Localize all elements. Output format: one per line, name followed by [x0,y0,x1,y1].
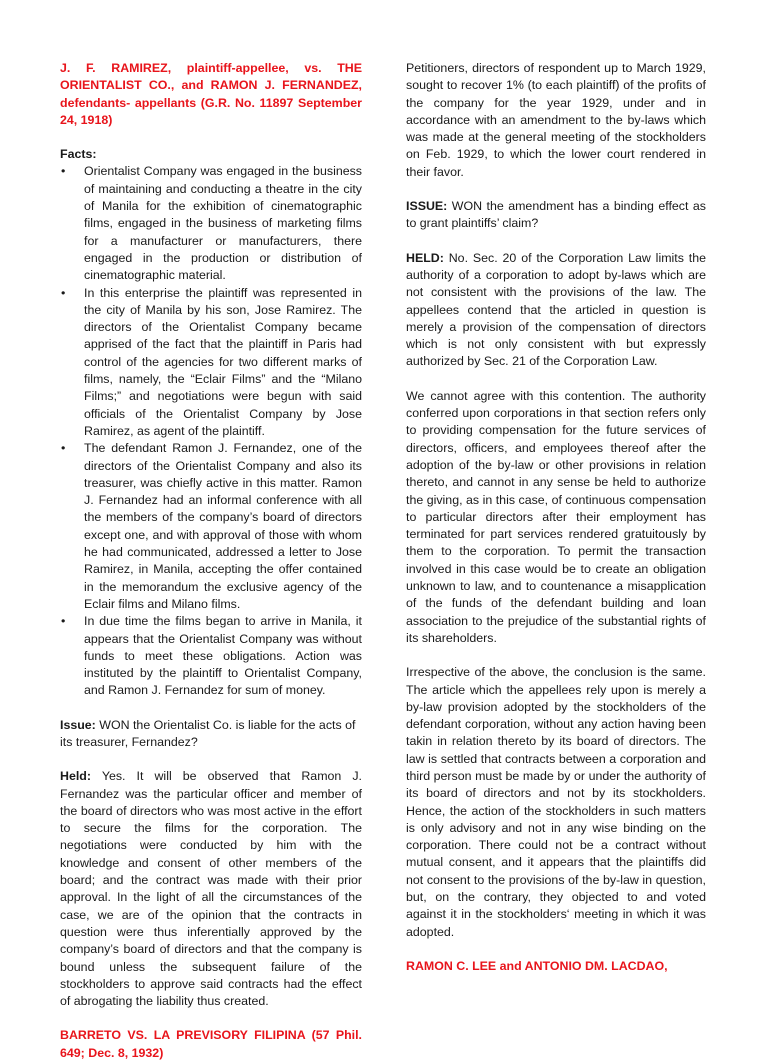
issue-paragraph [406,198,706,233]
barreto-intro: Petitioners, directors of respondent up to March 1929, sought to recover 1% (to each plaintiff) of the profits of the company for the year 1929, under and in accordance with an amendment to the by-laws which was made at the general meeting of the stockholders on Feb. 1929, to which the lower court rendered in their favor. [406,61,706,179]
issue-label: Issue: [60,717,96,732]
case-title-lee: RAMON C. LEE and ANTONIO DM. LACDAO, [406,958,668,973]
held-text: Yes. It will be observed that Ramon J. Fernandez was the particular officer and member of the board of directors who was most active in the effort to secure the films for the corporation. The negotiations were conducted by him with the knowledge and consent of other members of the board; and the contract was made with their prior approval. In the light of all the circumstances of the case, we are of the opinion that the contracts in question were thus inferentially approved by the company’s board of directors and that the company is bound unless the subsequent failure of the stockholders to approve said contracts had the effect of abrogating the liability thus created. [60,769,362,1009]
fact-item: • In due time the films began to arrive in Manila, it appears that the Orientalist Company was without funds to meet these obligations. Action was instituted by the plaintiff to Orientalist Company, and Ramon J. Fernandez for sum of money. [60,613,362,699]
issue-text: WON the Orientalist Co. is liable for the acts of its treasurer, Fernandez? [60,717,356,749]
left-column [60,60,362,1062]
right-column [406,60,706,975]
held-paragraph [60,768,362,1010]
case-title-ramirez: J. F. RAMIREZ, plaintiff-appellee, vs. THE ORIENTALIST CO., and RAMON J. FERNANDEZ, defendants- appellants (G.R. No. 11897 September 24, 1918) [60,61,362,127]
issue-paragraph [60,717,362,752]
fact-item: • Orientalist Company was engaged in the business of maintaining and conducting a theatre in the city of Manila for the exhibition of cinematographic films, engaged in the business of marketing films for a manufacturer or manufacturers, there engaged in the production or distribution of cinematographic material. [60,163,362,284]
held-label: HELD: [406,250,444,265]
held-text: No. Sec. 20 of the Corporation Law limits the authority of a corporation to adopt by-laws which are not consistent with the provisions of the law. The appellees contend that the articled in question is merely a provision of the compensation of directors which is not only consistent with but expressly authorized by Sec. 21 of the Corporation Law. [406,250,706,369]
case-title-barreto: BARRETO VS. LA PREVISORY FILIPINA (57 Phil. 649; Dec. 8, 1932) [60,1028,362,1060]
fact-item: • In this enterprise the plaintiff was represented in the city of Manila by his son, Jose Ramirez. The directors of the Orientalist Company became apprised of the fact that the plaintiff in Paris had control of the agencies for two different marks of films, namely, the “Eclair Films” and the “Milano Films;” and negotiations were begun with said officials of the Orientalist Company by Jose Ramirez, as agent of the plaintiff. [60,285,362,441]
facts-list [60,163,362,699]
issue-text: WON the amendment has a binding effect as to grant plaintiffs’ claim? [406,199,706,231]
fact-item: • The defendant Ramon J. Fernandez, one of the directors of the Orientalist Company and also its treasurer, was chiefly active in this matter. Ramon J. Fernandez had an informal conference with all the members of the company’s board of directors except one, and with approval of those with whom he had communicated, addressed a letter to Jose Ramirez, in Manila, accepting the offer contained in the memorandum the exclusive agency of the Eclair films and Milano films. [60,440,362,613]
issue-label: ISSUE: [406,199,448,214]
body-paragraph: Irrespective of the above, the conclusion is the same. The article which the appellees rely upon is merely a by-law provision adopted by the stockholders of the defendant corporation, without any action having been takin in relation thereto by its board of directors. The law is settled that contracts between a corporation and third person must be made by or under the authority of its board of directors and not by its stockholders. Hence, the action of the stockholders in such matters is only advisory and not in any wise binding on the corporation. There could not be a contract without mutual consent, and it appears that the plaintiffs did not consent to the provisions of the by-law in question, but, on the contrary, they objected to and voted against it in the stockholders‘ meeting in which it was adopted. [406,665,706,939]
body-paragraph: We cannot agree with this contention. The authority conferred upon corporations in that section refers only to providing compensation for the future services of directors, officers, and employees thereof after the adoption of the by-law or other provisions in relation thereto, and cannot in any sense be held to authorize the giving, as in this case, of continuous compensation to particular directors after their employment has terminated for part services rendered gratuitously by them to the corporation. To permit the transaction involved in this case would be to create an obligation unknown to law, and to countenance a misapplication of the funds of the defendant building and loan association to the prejudice of the substantial rights of its shareholders. [406,388,706,645]
held-label: Held: [60,769,91,784]
facts-heading: Facts: [60,147,97,162]
held-paragraph [406,250,706,371]
